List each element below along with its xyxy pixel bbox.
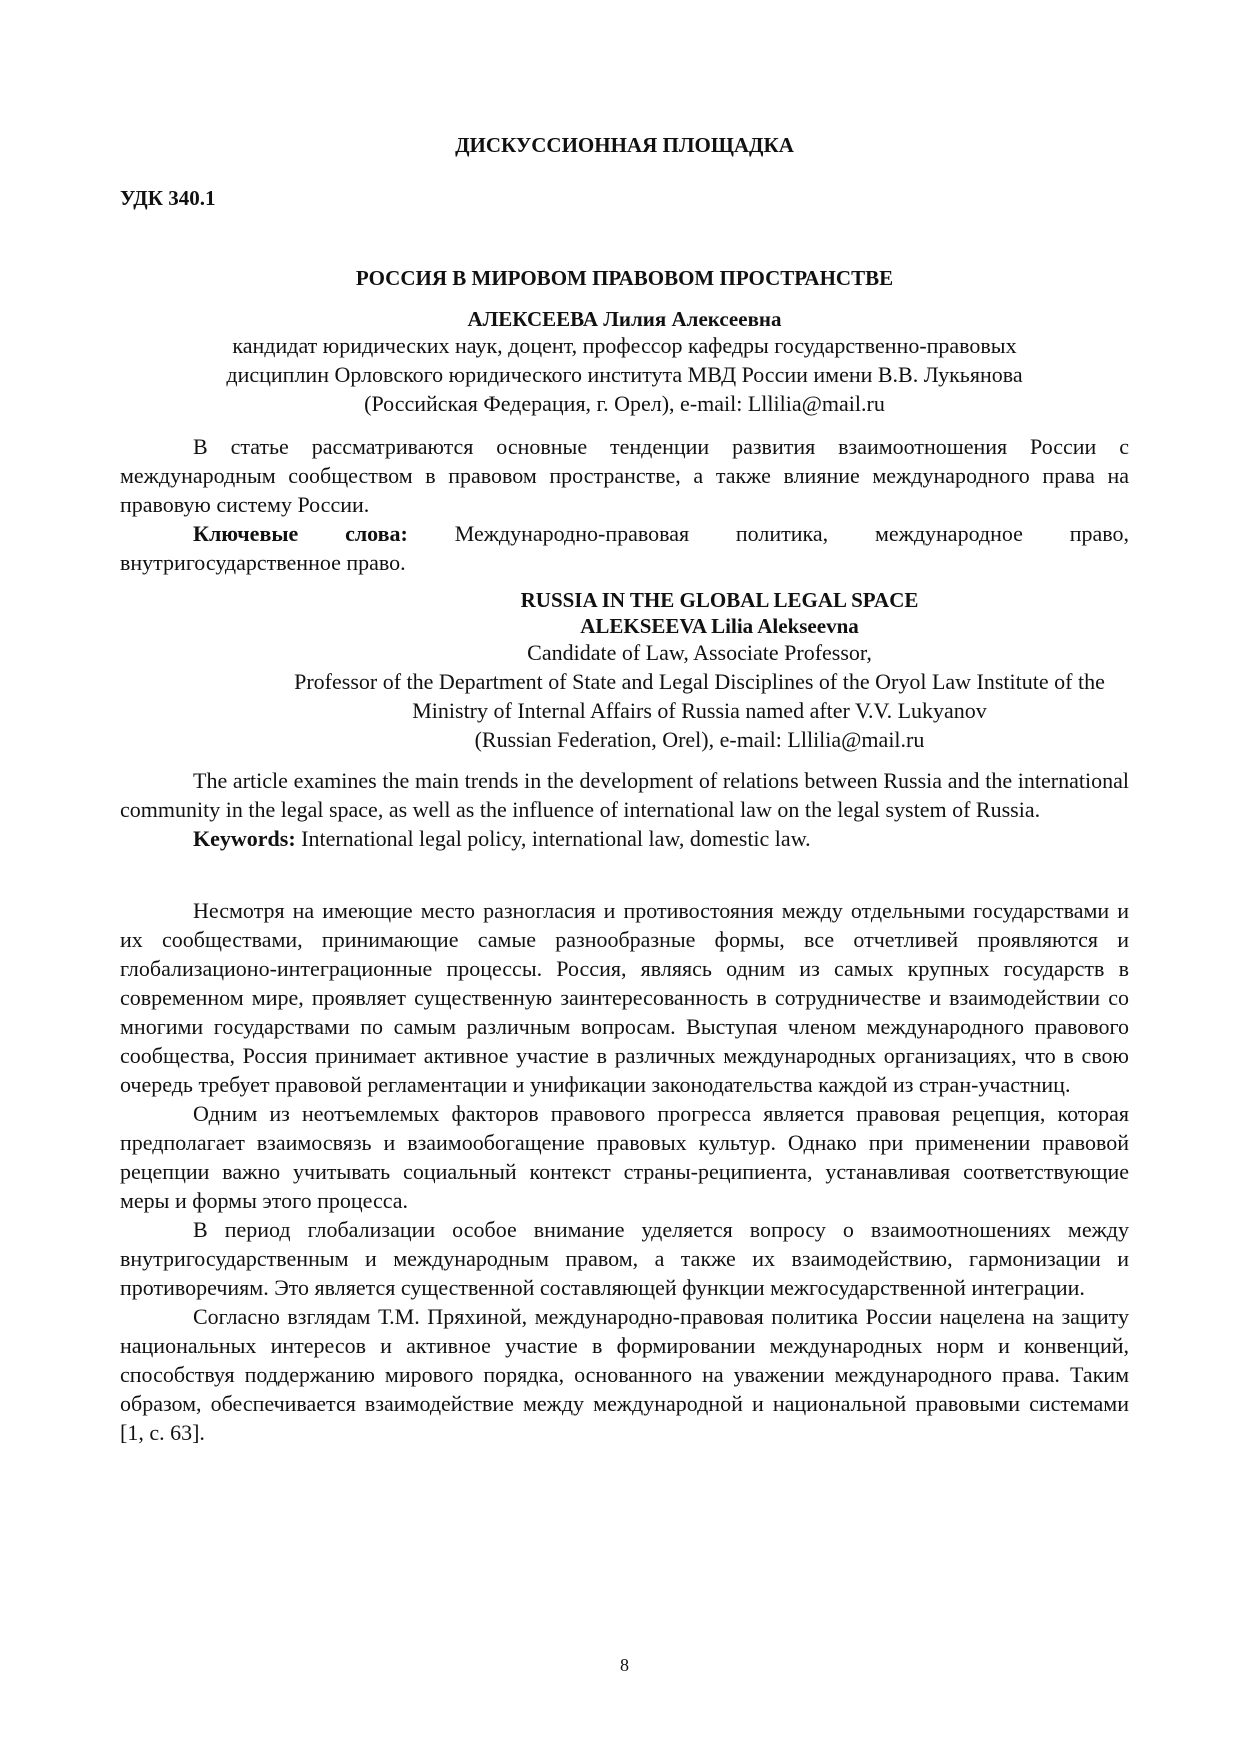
document-page [120, 0, 1129, 1754]
body-paragraph: Согласно взглядам Т.М. Пряхиной, международно-правовая политика России нацелена на защиту национальных интересов и активное участие в формировании международных норм и конвенций, способствуя поддержанию мирового порядка, основанного на уважении международного права. Таким образом, обеспечивается взаимодействие между международной и национальной правовыми системами [1, с. 63]. [120, 1304, 1129, 1445]
abstract-en: The article examines the main trends in the development of relations between Russia and the international community in the legal space, as well as the influence of international law on the legal system of Russia. [120, 768, 1129, 822]
section-heading: ДИСКУССИОННАЯ ПЛОЩАДКА [455, 133, 794, 157]
author-affiliation-ru [120, 331, 1129, 418]
abstract-section-ru [120, 432, 1129, 577]
affiliation-line: Candidate of Law, Associate Professor, [527, 640, 872, 665]
abstract-section-en [120, 766, 1129, 853]
article-body [120, 896, 1129, 1447]
body-paragraph: Одним из неотъемлемых факторов правового прогресса является правовая рецепция, которая предполагает взаимосвязь и взаимообогащение правовых культур. Однако при применении правовой рецепции важно учитывать социальный контекст страны-реципиента, устанавливая соответствующие меры и формы этого процесса. [120, 1101, 1129, 1213]
keywords-text-ru: Международно-правовая политика, международное право, внутригосударственное право. [120, 521, 1130, 575]
keywords-ru [120, 519, 1129, 577]
article-title-ru: РОССИЯ В МИРОВОМ ПРАВОВОМ ПРОСТРАНСТВЕ [355, 266, 894, 290]
affiliation-line: (Russian Federation, Orel), e-mail: Lllilia@mail.ru [474, 727, 925, 752]
keywords-label-en: Keywords: [193, 826, 296, 851]
body-paragraph: Несмотря на имеющие место разногласия и противостояния между отдельными государствами и их сообществами, принимающие самые разнообразные формы, все отчетливей проявляются и глобализационо-интеграционные процессы. Россия, являясь одним из самых крупных государств в современном мире, проявляет существенную заинтересованность в сотрудничестве и взаимодействии со многими государствами по самым различным вопросам. Выступая членом международного правового сообщества, Россия принимает активное участие в различных международных организациях, что в свою очередь требует правовой регламентации и унификации законодательства каждой из стран-участниц. [120, 898, 1129, 1097]
author-affiliation-en [120, 638, 1129, 754]
article-title-en: RUSSIA IN THE GLOBAL LEGAL SPACE [520, 588, 919, 612]
keywords-text-en: International legal policy, international law, domestic law. [301, 826, 811, 851]
keywords-en [120, 824, 1129, 853]
author-name-ru: АЛЕКСЕЕВА Лилия Алексеевна [467, 307, 782, 331]
affiliation-line: (Российская Федерация, г. Орел), e-mail: Lllilia@mail.ru [364, 391, 885, 416]
page-number: 8 [620, 1655, 629, 1675]
author-name-en: ALEKSEEVA Lilia Alekseevna [580, 614, 859, 638]
affiliation-line: кандидат юридических наук, доцент, профессор кафедры государственно-правовых [232, 333, 1017, 358]
body-paragraph: В период глобализации особое внимание уделяется вопросу о взаимоотношениях между внутригосударственным и международным правом, а также их взаимодействию, гармонизации и противоречиям. Это является существенной составляющей функции межгосударственной интеграции. [120, 1217, 1129, 1300]
affiliation-line: дисциплин Орловского юридического института МВД России имени В.В. Лукьянова [226, 362, 1023, 387]
affiliation-line: Ministry of Internal Affairs of Russia named after V.V. Lukyanov [412, 698, 987, 723]
affiliation-line: Professor of the Department of State and Legal Disciplines of the Oryol Law Institute of the [294, 669, 1105, 694]
abstract-ru: В статье рассматриваются основные тенденции развития взаимоотношения России с международным сообществом в правовом пространстве, а также влияние международного права на правовую систему России. [120, 434, 1129, 517]
keywords-label-ru: Ключевые слова: [193, 521, 408, 546]
udc-code: УДК 340.1 [120, 186, 216, 210]
